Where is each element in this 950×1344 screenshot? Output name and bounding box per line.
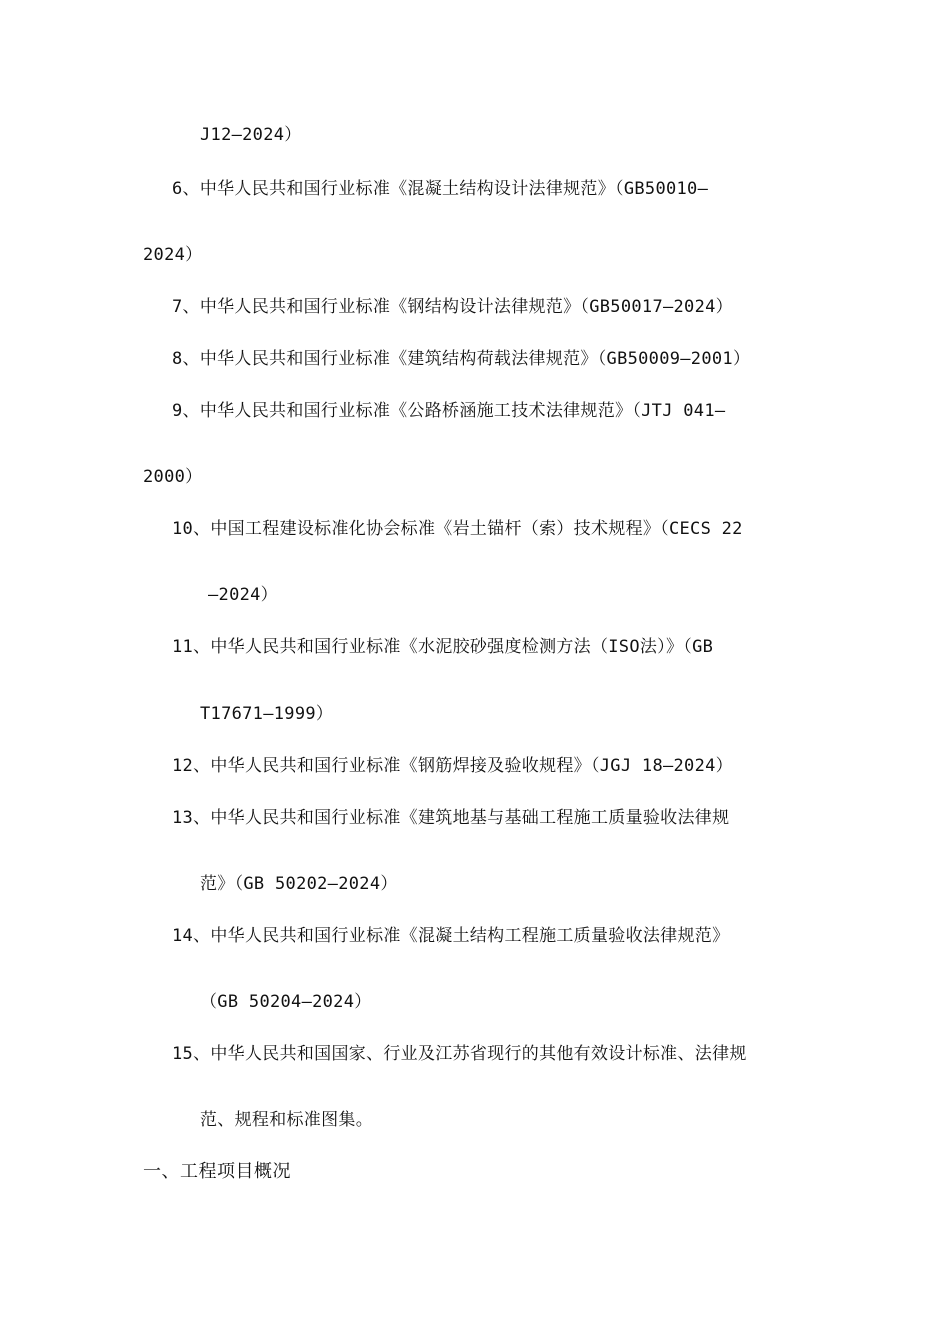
item-12-line-1: 12、中华人民共和国行业标准《钢筋焊接及验收规程》（JGJ 18—2024） — [172, 756, 733, 776]
item-10-line-1: 10、中国工程建设标准化协会标准《岩土锚杆（索）技术规程》（CECS 22 — [172, 519, 743, 539]
item-7-line-1: 7、中华人民共和国行业标准《钢结构设计法律规范》（GB50017—2024） — [172, 297, 733, 317]
item-13-line-2: 范》（GB 50202—2024） — [200, 874, 398, 894]
section-heading: 一、工程项目概况 — [143, 1161, 291, 1182]
item-9-line-2: 2000） — [143, 467, 203, 487]
item-8-line-1: 8、中华人民共和国行业标准《建筑结构荷载法律规范》（GB50009—2001） — [172, 349, 751, 369]
item-14-line-2: （GB 50204—2024） — [200, 992, 372, 1012]
item-13-line-1: 13、中华人民共和国行业标准《建筑地基与基础工程施工质量验收法律规 — [172, 808, 730, 828]
item-9-line-1: 9、中华人民共和国行业标准《公路桥涵施工技术法律规范》（JTJ 041— — [172, 401, 726, 421]
item-5-continuation: J12—2024） — [200, 125, 302, 145]
item-6-line-2: 2024） — [143, 245, 203, 265]
item-14-line-1: 14、中华人民共和国行业标准《混凝土结构工程施工质量验收法律规范》 — [172, 926, 730, 946]
item-11-line-2: T17671—1999） — [200, 704, 334, 724]
item-6-line-1: 6、中华人民共和国行业标准《混凝土结构设计法律规范》（GB50010— — [172, 179, 709, 199]
item-10-line-2: —2024） — [208, 585, 278, 605]
item-15-line-1: 15、中华人民共和国国家、行业及江苏省现行的其他有效设计标准、法律规 — [172, 1044, 747, 1064]
item-11-line-1: 11、中华人民共和国行业标准《水泥胶砂强度检测方法（ISO法）》（GB — [172, 637, 714, 657]
item-15-line-2: 范、规程和标准图集。 — [200, 1110, 373, 1130]
